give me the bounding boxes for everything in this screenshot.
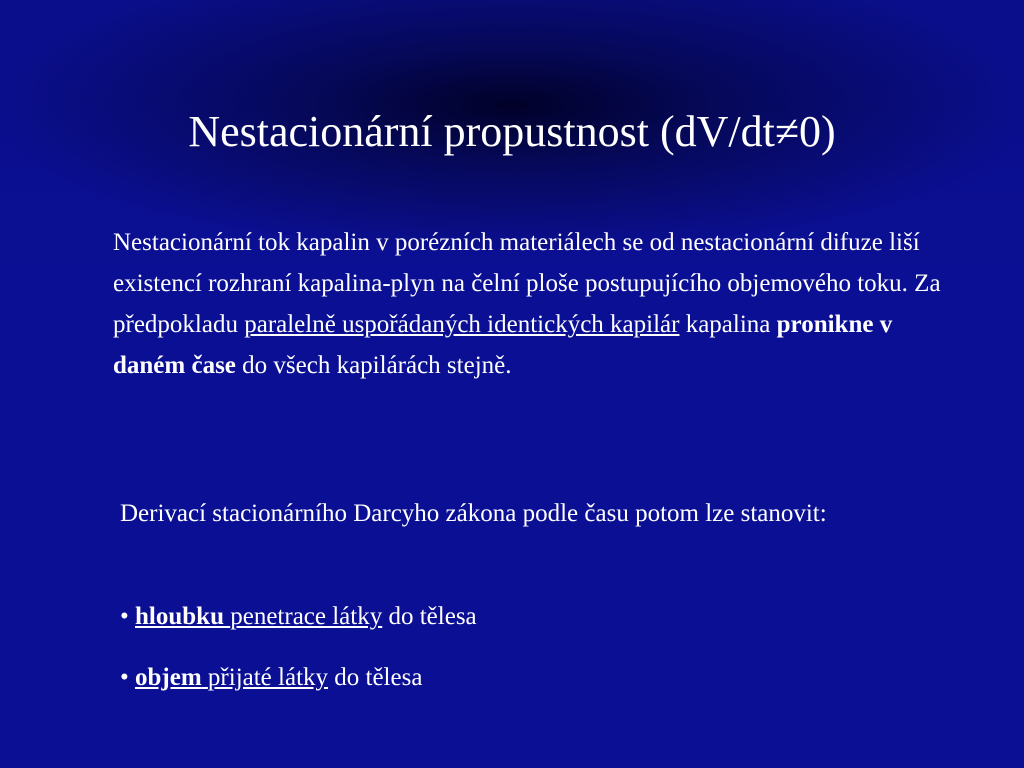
bullet-underlined-term: penetrace látky bbox=[230, 603, 383, 630]
bullet-item-depth bbox=[120, 597, 477, 636]
derivation-paragraph: Derivací stacionárního Darcyho zákona podle času potom lze stanovit: bbox=[120, 500, 827, 527]
slide-title: Nestacionární propustnost (dV/dt≠0) bbox=[188, 107, 836, 156]
bullet-rest: do tělesa bbox=[328, 664, 423, 691]
bullet-item-volume bbox=[120, 658, 422, 697]
bullet-bold-term: hloubku bbox=[135, 603, 224, 630]
intro-text-2: kapalina bbox=[679, 311, 777, 338]
intro-text-3: do všech kapilárách stejně. bbox=[235, 352, 512, 379]
bullet-rest: do tělesa bbox=[382, 603, 477, 630]
intro-bold-phrase: pronikne v daném čase bbox=[113, 311, 893, 379]
intro-underlined-phrase: paralelně uspořádaných identických kapilár bbox=[244, 311, 680, 338]
bullet-marker: • bbox=[120, 603, 129, 630]
bullet-underlined-term: přijaté látky bbox=[207, 664, 329, 691]
intro-text-1: Nestacionární tok kapalin v porézních materiálech se od nestacionární difuze liší existencí rozhraní kapalina-plyn na čelní ploše postupujícího objemového toku. Za předpokladu bbox=[113, 229, 941, 338]
bullet-bold-term: objem bbox=[135, 664, 202, 691]
intro-paragraph bbox=[113, 222, 953, 386]
bullet-marker: • bbox=[120, 664, 129, 691]
